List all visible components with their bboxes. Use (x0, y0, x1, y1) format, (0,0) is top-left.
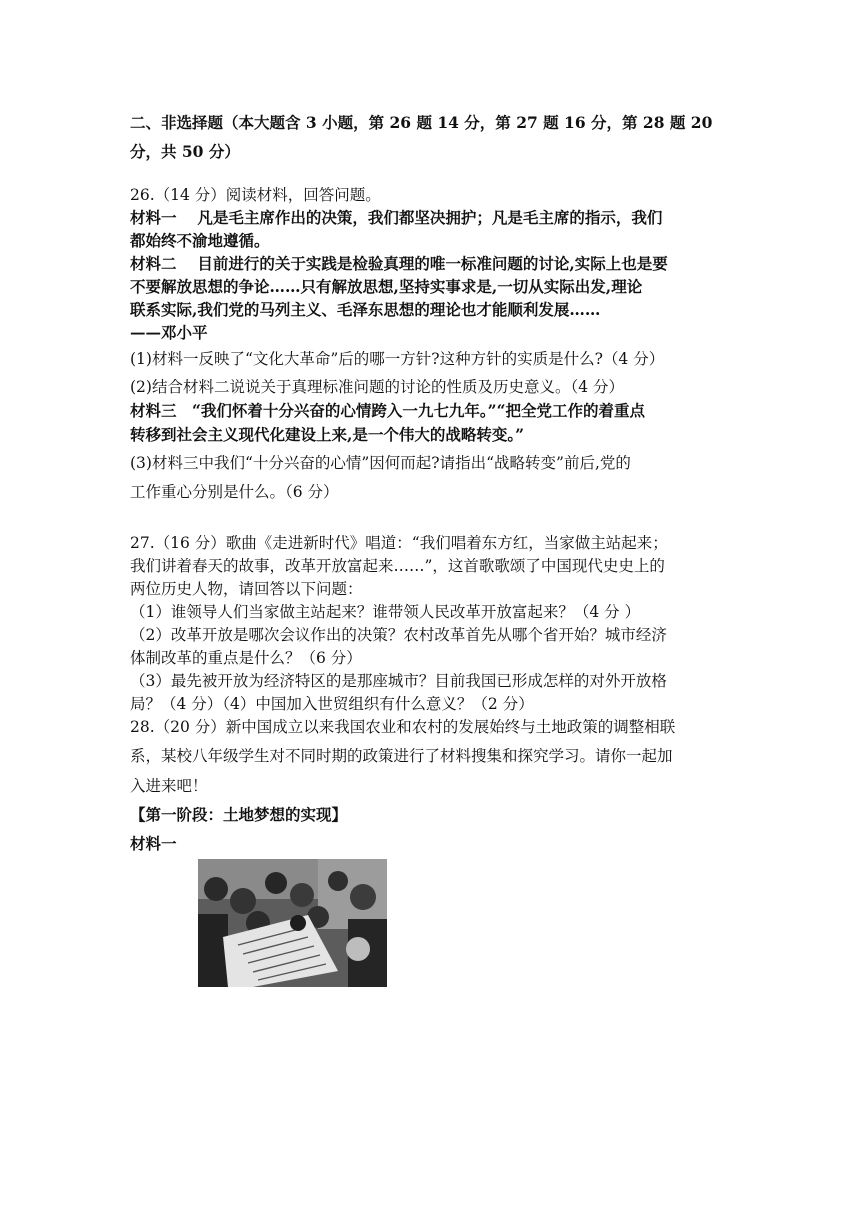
q27-line3: 两位历史人物，请回答以下问题： (130, 580, 363, 598)
q28-stage1-heading: 【第一阶段：土地梦想的实现】 (130, 805, 348, 824)
section-heading-line1: 二、非选择题（本大题含 3 小题，第 26 题 14 分，第 27 题 16 分，第 28 题 20 (130, 113, 713, 132)
q26-material1-line1: 材料一 凡是毛主席作出的决策，我们都坚决拥护；凡是毛主席的指示，我们 (130, 208, 663, 227)
q28-line1: 28.（20 分）新中国成立以来我国农业和农村的发展始终与土地政策的调整相联 (130, 718, 676, 736)
q26-question1: (1)材料一反映了“文化大革命”后的哪一方针?这种方针的实质是什么?（4 分） (130, 350, 665, 368)
q26-question2: (2)结合材料二说说关于真理标准问题的讨论的性质及历史意义。（4 分） (130, 378, 624, 396)
q26-question3-line1: (3)材料三中我们“十分兴奋的心情”因何而起?请指出“战略转变”前后,党的 (130, 454, 631, 472)
q27-question2-line2: 体制改革的重点是什么？（6 分） (130, 649, 362, 667)
historical-crowd-photo (198, 859, 387, 987)
q27-question1: （1）谁领导人们当家做主站起来？谁带领人民改革开放富起来？（4 分 ） (130, 603, 641, 621)
q26-material3-line2: 转移到社会主义现代化建设上来,是一个伟大的战略转变。” (130, 425, 525, 444)
q26-material2-line3: 联系实际,我们党的马列主义、毛泽东思想的理论也才能顺利发展…… (130, 300, 601, 319)
q26-intro: 26.（14 分）阅读材料，回答问题。 (130, 186, 381, 204)
q28-material1-label: 材料一 (130, 834, 177, 853)
q26-material2-line1: 材料二 目前进行的关于实践是检验真理的唯一标准问题的讨论,实际上也是要 (130, 254, 668, 273)
q28-line2: 系，某校八年级学生对不同时期的政策进行了材料搜集和探究学习。请你一起加 (130, 747, 673, 765)
q28-line3: 入进来吧！ (130, 777, 208, 795)
q27-line2: 我们讲着春天的故事，改革开放富起来……”，这首歌歌颂了中国现代史史上的 (130, 557, 665, 575)
q26-material3-line1: 材料三 “我们怀着十分兴奋的心情跨入一九七九年。”“把全党工作的着重点 (130, 401, 645, 420)
q26-question3-line2: 工作重心分别是什么。（6 分） (130, 483, 339, 501)
q27-question3-line2: 局？（4 分）（4）中国加入世贸组织有什么意义？（2 分） (130, 695, 534, 713)
section-heading-line2: 分，共 50 分） (130, 142, 240, 161)
crowd-photo-illustration (198, 859, 387, 987)
q27-question2-line1: （2）改革开放是哪次会议作出的决策？农村改革首先从哪个省开始？城市经济 (130, 626, 667, 644)
q26-material2-source: ——邓小平 (130, 323, 208, 342)
q27-line1: 27.（16 分）歌曲《走进新时代》唱道：“我们唱着东方红，当家做主站起来； (130, 534, 668, 552)
q26-material2-line2: 不要解放思想的争论……只有解放思想,坚持实事求是,一切从实际出发,理论 (130, 277, 643, 296)
q27-question3-line1: （3）最先被开放为经济特区的是那座城市？目前我国已形成怎样的对外开放格 (130, 672, 667, 690)
q26-material1-line2: 都始终不渝地遵循。 (130, 231, 270, 250)
